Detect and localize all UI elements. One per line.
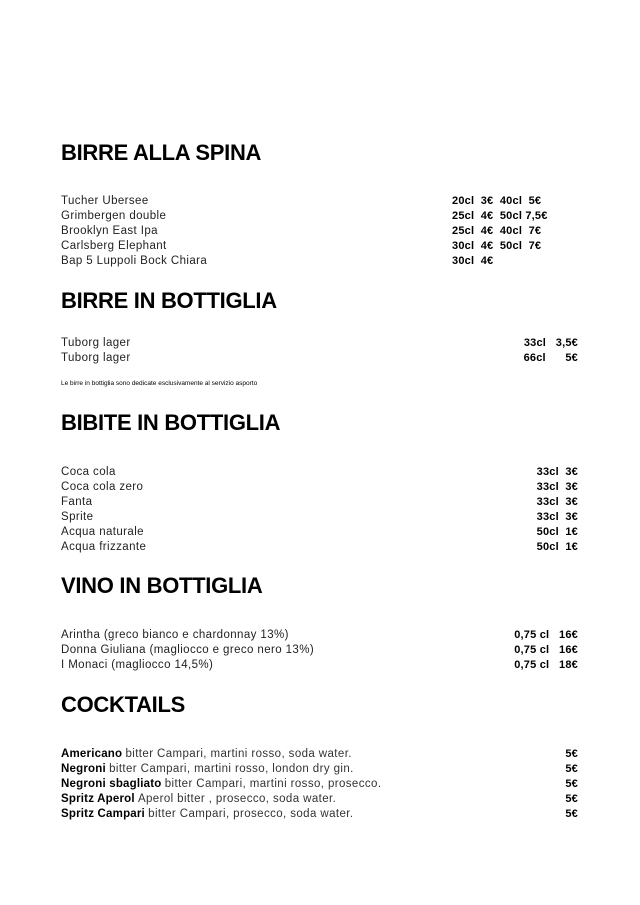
menu-item <box>61 254 578 269</box>
item-name: Fanta <box>61 496 93 508</box>
item-name: Negroni sbagliato <box>61 778 162 790</box>
item-price: 50cl 1€ <box>536 526 578 538</box>
item-price: 5€ <box>565 778 578 790</box>
item-price: 50cl 1€ <box>536 541 578 553</box>
menu-item <box>61 807 578 822</box>
item-name: Tuborg lager <box>61 337 131 349</box>
section-title-birre-alla-spina: BIRRE ALLA SPINA <box>61 140 262 165</box>
menu-item <box>61 777 578 792</box>
item-name: Coca cola <box>61 466 116 478</box>
item-name: Sprite <box>61 511 94 523</box>
menu-item <box>61 239 578 254</box>
item-price: 5€ <box>565 808 578 820</box>
menu-item <box>61 510 578 525</box>
item-price: 33cl 3€ <box>536 511 578 523</box>
item-price: 0,75 cl 18€ <box>514 659 578 671</box>
item-price: 5€ <box>565 793 578 805</box>
menu-item <box>61 336 578 351</box>
item-description: bitter Campari, martini rosso, soda water. <box>125 748 352 760</box>
item-name: Grimbergen double <box>61 210 167 222</box>
item-name: Spritz Campari <box>61 808 145 820</box>
item-price: 5€ <box>565 748 578 760</box>
item-price: 30cl 4€ 50cl 7€ <box>452 240 542 252</box>
item-name: Arintha (greco bianco e chardonnay 13%) <box>61 629 289 641</box>
item-name: Acqua frizzante <box>61 541 147 553</box>
item-name: Tucher Ubersee <box>61 195 149 207</box>
birre-in-bottiglia-list <box>61 336 578 366</box>
item-price: 30cl 4€ <box>452 255 494 267</box>
section-title-vino-in-bottiglia: VINO IN BOTTIGLIA <box>61 573 263 598</box>
item-price: 20cl 3€ 40cl 5€ <box>452 195 542 207</box>
item-name: Tuborg lager <box>61 352 131 364</box>
item-name: Americano <box>61 748 123 760</box>
item-name: Bap 5 Luppoli Bock Chiara <box>61 255 208 267</box>
vino-list <box>61 628 578 673</box>
item-name: Donna Giuliana (magliocco e greco nero 13%) <box>61 644 315 656</box>
section-title-birre-in-bottiglia: BIRRE IN BOTTIGLIA <box>61 288 277 313</box>
menu-item <box>61 351 578 366</box>
item-price: 5€ <box>565 763 578 775</box>
bibite-list <box>61 465 578 555</box>
item-name: Brooklyn East Ipa <box>61 225 158 237</box>
item-price: 33cl 3€ <box>536 481 578 493</box>
item-price: 25cl 4€ 40cl 7€ <box>452 225 542 237</box>
birre-alla-spina-list <box>61 194 578 269</box>
item-price: 33cl 3€ <box>536 496 578 508</box>
takeaway-note: Le birre in bottiglia sono dedicate esclusivamente al servizio asporto <box>61 380 258 387</box>
item-name: Acqua naturale <box>61 526 144 538</box>
menu-item <box>61 194 578 209</box>
menu-item <box>61 540 578 555</box>
item-price: 25cl 4€ 50cl 7,5€ <box>452 210 548 222</box>
item-price: 33cl 3,5€ <box>523 337 578 349</box>
menu-item <box>61 762 578 777</box>
menu-item <box>61 628 578 643</box>
cocktails-list <box>61 747 578 822</box>
item-name: Negroni <box>61 763 106 775</box>
menu-item <box>61 495 578 510</box>
item-name: Coca cola zero <box>61 481 144 493</box>
item-price: 0,75 cl 16€ <box>514 644 578 656</box>
section-title-bibite-in-bottiglia: BIBITE IN BOTTIGLIA <box>61 410 281 435</box>
section-title-cocktails: COCKTAILS <box>61 692 185 717</box>
menu-item <box>61 480 578 495</box>
menu-item <box>61 525 578 540</box>
menu-item <box>61 747 578 762</box>
menu-item <box>61 209 578 224</box>
menu-item <box>61 224 578 239</box>
item-name: Carlsberg Elephant <box>61 240 167 252</box>
item-price: 0,75 cl 16€ <box>514 629 578 641</box>
item-price: 33cl 3€ <box>536 466 578 478</box>
menu-item <box>61 658 578 673</box>
item-description: bitter Campari, martini rosso, london dry gin. <box>109 763 354 775</box>
menu-item <box>61 643 578 658</box>
item-name: Spritz Aperol <box>61 793 135 805</box>
item-description: bitter Campari, prosecco, soda water. <box>148 808 354 820</box>
item-description: Aperol bitter , prosecco, soda water. <box>137 793 337 805</box>
menu-item <box>61 792 578 807</box>
item-name: I Monaci (magliocco 14,5%) <box>61 659 214 671</box>
menu-item <box>61 465 578 480</box>
item-price: 66cl 5€ <box>523 352 578 364</box>
item-description: bitter Campari, martini rosso, prosecco. <box>164 778 382 790</box>
